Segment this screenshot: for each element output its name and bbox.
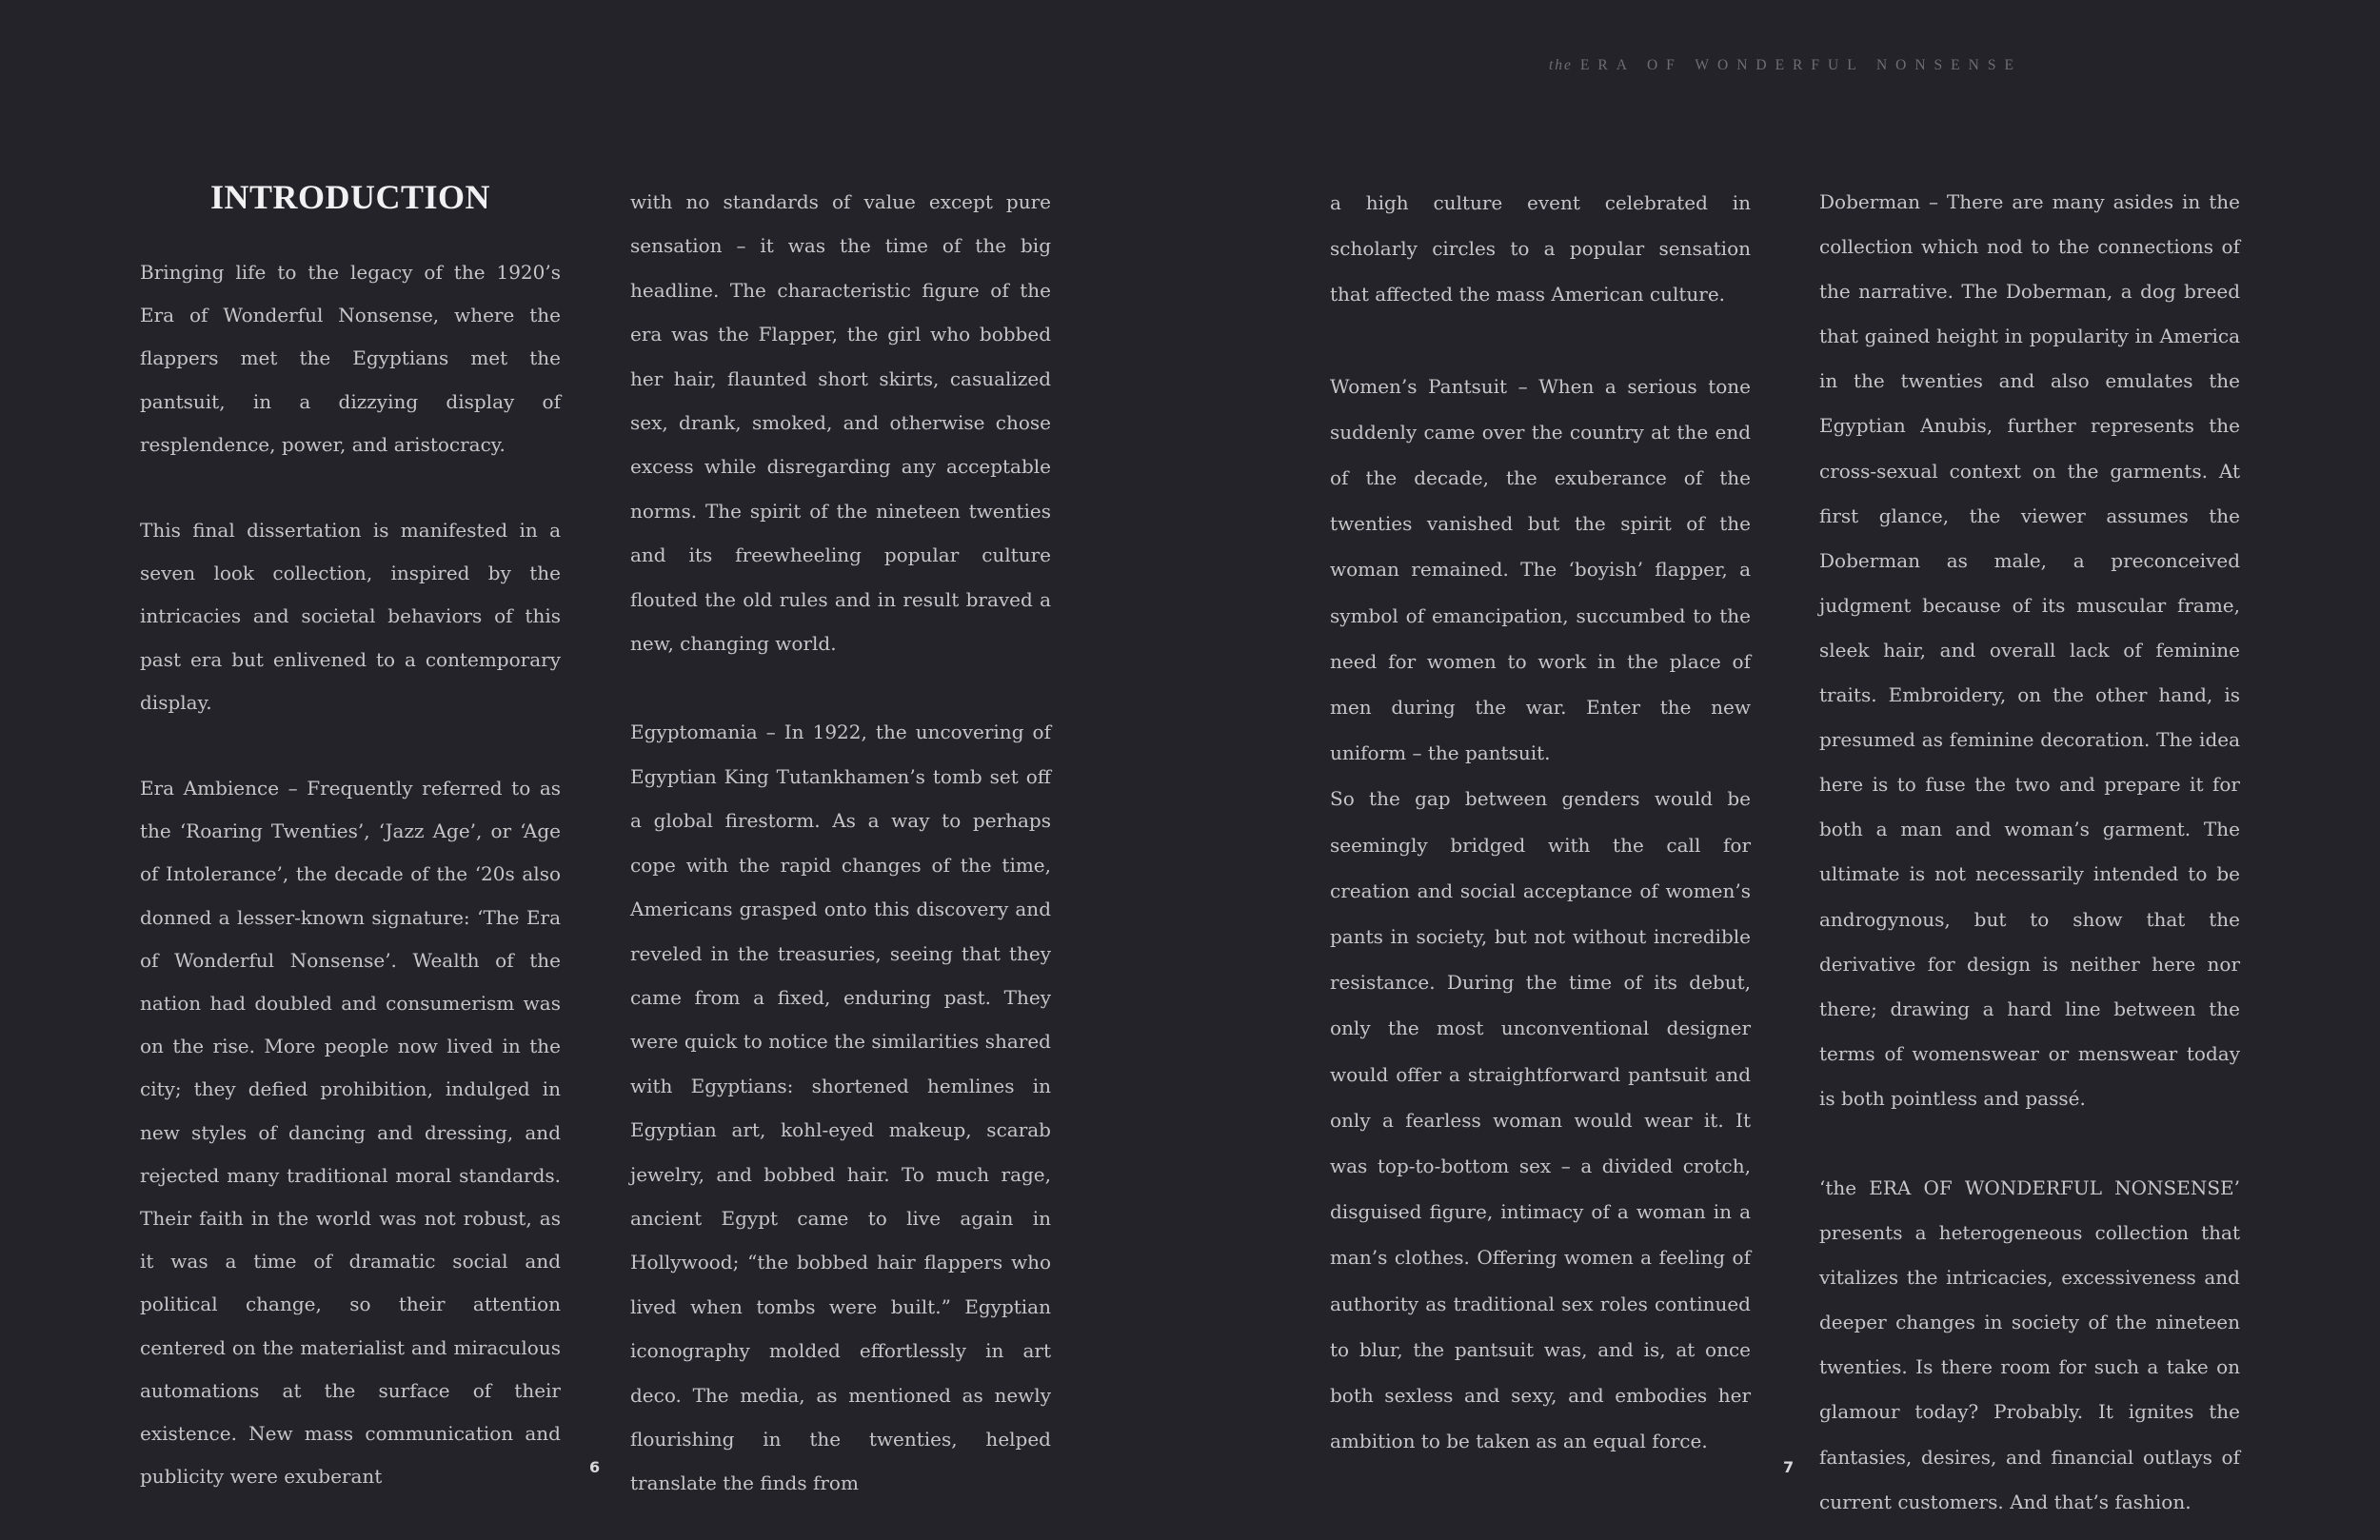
page-number-right: 7 [1783,1458,1795,1476]
running-head [1549,57,2022,74]
paragraph-gender-gap: So the gap between genders would be seemingly bridged with the call for creation and social acceptance of women’s pants in society, but not without incredible resistance. During the time of its debut, only the most unconventional designer would offer a straightforward pantsuit and only a fearless woman would wear it. It was top-to-bottom sex – a divided crotch, disguised figure, intimacy of a woman in a man’s clothes. Offering women a feeling of authority as traditional sex roles continued to blur, the pantsuit was, and is, at once both sexless and sexy, and embodies her ambition to be taken as an equal force. [1330,787,1751,1453]
running-head-prefix: the [1549,57,1573,73]
paragraph-flapper: with no standards of value except pure sensation – it was the time of the big headline. The characteristic figure of the era was the Flapper, the girl who bobbed her hair, flaunted short skirts, casualized sex, drank, smoked, and otherwise chose excess while disregarding any acceptable norms. The spirit of the nineteen twenties and its freewheeling popular culture flouted the old rules and in result braved a new, changing world. [630,190,1051,656]
paragraph-doberman: Doberman – There are many asides in the collection which nod to the connections of the narrative. The Doberman, a dog breed that gained height in popularity in America in the twenties and also emulates the Egyptian Anubis, further represents the cross-sexual context on the garments. At first glance, the viewer assumes the Doberman as male, a preconceived judgment because of its muscular frame, sleek hair, and overall lack of feminine traits. Embroidery, on the other hand, is presumed as feminine decoration. The idea here is to fuse the two and prepare it for both a man and woman’s garment. The ultimate is not necessarily intended to be androgynous, but to show that the derivative for design is neither here nor there; drawing a hard line between the terms of womenswear or menswear today is both pointless and passé. [1819,190,2240,1110]
paragraph-womens-pantsuit: Women’s Pantsuit – When a serious tone suddenly came over the country at the end of the decade, the exuberance of the twenties vanished but the spirit of the woman remained. The ‘boyish’ flapper, a symbol of emancipation, succumbed to the need for women to work in the place of men during the war. Enter the new uniform – the pantsuit. [1330,374,1751,765]
left-page-column-2 [630,180,1051,1506]
paragraph-egyptomania: Egyptomania – In 1922, the uncovering of Egyptian King Tutankhamen’s tomb set off a global firestorm. As a way to perhaps cope with the rapid changes of the time, Americans grasped onto this discovery and reveled in the treasuries, seeing that they came from a fixed, enduring past. They were quick to notice the similarities shared with Egyptians: shortened hemlines in Egyptian art, kohl-eyed makeup, scarab jewelry, and bobbed hair. To much rage, ancient Egypt came to live again in Hollywood; “the bobbed hair flappers who lived when tombs were built.” Egyptian iconography molded effortlessly in art deco. The media, as mentioned as newly flourishing in the twenties, helped translate the finds from [630,721,1051,1495]
paragraph-conclusion: ‘the ERA OF WONDERFUL NONSENSE’ presents a heterogeneous collection that vitalizes the intricacies, excessiveness and deeper changes in society of the nineteen twenties. Is there room for such a take on glamour today? Probably. It ignites the fantasies, desires, and financial outlays of current customers. And that’s fashion. [1819,1175,2240,1513]
paragraph-high-culture: a high culture event celebrated in scholarly circles to a popular sensation that affected the mass American culture. [1330,191,1751,306]
left-page-column-1 [140,171,561,1498]
paragraph-intro: Bringing life to the legacy of the 1920’s Era of Wonderful Nonsense, where the flappers met the Egyptians met the pantsuit, in a dizzying display of resplendence, power, and aristocracy. [140,261,561,456]
paragraph-era-ambience: Era Ambience – Frequently referred to as the ‘Roaring Twenties’, ‘Jazz Age’, or ‘Age of Intolerance’, the decade of the ‘20s also donned a lesser-known signature: ‘The Era of Wonderful Nonsense’. Wealth of the nation had doubled and consumerism was on the rise. More people now lived in the city; they defied prohibition, indulged in new styles of dancing and dressing, and rejected many traditional moral standards. Their faith in the world was not robust, as it was a time of dramatic social and political change, so their attention centered on the materialist and miraculous automations at the surface of their existence. New mass communication and publicity were exuberant [140,777,561,1489]
right-page-column-1 [1330,180,1751,1464]
page-number-left: 6 [589,1458,601,1476]
page-title: INTRODUCTION [209,178,491,216]
running-head-title: ERA OF WONDERFUL NONSENSE [1579,57,2022,73]
right-page-column-2 [1819,180,2240,1525]
paragraph-dissertation: This final dissertation is manifested in a seven look collection, inspired by the intricacies and societal behaviors of this past era but enlivened to a contemporary display. [140,519,561,714]
